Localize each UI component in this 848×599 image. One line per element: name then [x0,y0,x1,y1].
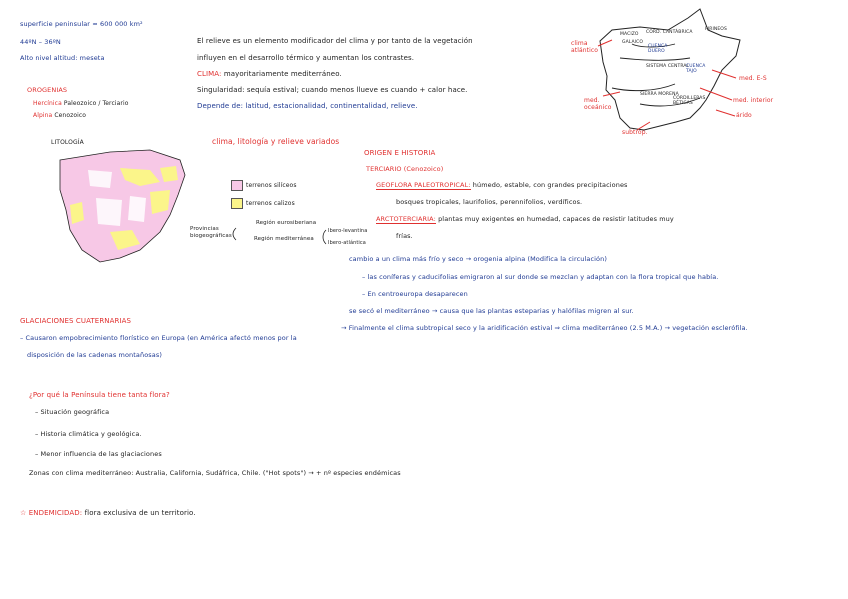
map-label-sierra-morena: SIERRA MORENA [640,92,679,97]
pregunta-title: ¿Por qué la Península tiene tanta flora? [29,391,170,399]
orogenia-label: Alpina [33,112,53,119]
map-label-pirineos: PIRINEOS [705,27,727,32]
intro-line-5: Depende de: latitud, estacionalidad, continentalidad, relieve. [197,102,418,110]
pregunta-item-3: – Menor influencia de las glaciaciones [35,450,162,458]
geoflora-label: GEOFLORA PALEOTROPICAL: [376,181,471,189]
latitude-note: 44ºN – 36ºN [20,38,61,46]
intro-line-2: influyen en el desarrollo térmico y aumentan los contrastes. [197,54,415,62]
terciario-label: TERCIARIO (Cenozoico) [366,165,444,173]
surface-note: superficie peninsular ≈ 600 000 km² [20,20,143,28]
glaciaciones-line-2: disposición de las cadenas montañosas) [27,351,162,359]
map-label-cuenca-tajo: CUENCA TAJO [686,64,706,75]
map-label-sistema-central: SISTEMA CENTRAL [646,64,690,69]
origen-title: ORIGEN E HISTORIA [364,149,436,157]
orogenia-value: Cenozoico [54,112,87,119]
legend-swatch-calizos [231,198,243,209]
altitude-note: Alto nivel altitud: meseta [20,54,105,62]
callout-atlantico: clima atlántico [571,40,599,55]
intro-line-1: El relieve es un elemento modificador del clima y por tanto de la vegetación [197,37,473,45]
legend-swatch-siliceos [231,180,243,191]
litologia-title: LITOLOGÍA [51,139,84,146]
finalmente-line: → Finalmente el clima subtropical seco y la aridificación estival ⇒ clima mediterráneo (2.5 M.A.) → vegetación esclerófila. [341,324,748,332]
callout-subtrop: subtrop. [622,129,648,136]
glaciaciones-line-1: – Causaron empobrecimiento florístico en Europa (en América afectó menos por la [20,334,297,342]
arctoterciaria-label: ARCTOTERCIARIA: [376,215,436,223]
orogenias-title: OROGENIAS [27,86,68,94]
star-icon: ☆ [20,509,27,517]
callout-med-interior: med. interior [733,97,774,104]
mediterranea-brace [323,230,326,244]
provincias-brace [233,228,236,240]
mediterraneo-line: se secó el mediterráneo → causa que las plantas esteparias y halófilas migren al sur. [349,307,634,315]
geoflora-line [376,182,628,190]
endemicidad-text: flora exclusiva de un territorio. [84,509,196,517]
coniferas-line: – las coníferas y caducifolias emigraron al sur donde se mezclan y adaptan con la flora tropical que había. [362,273,719,281]
intro-line-4: Singularidad: sequía estival; cuando menos llueve es cuando + calor hace. [197,86,468,94]
arctoterciaria-text: plantas muy exigentes en humedad, capaces de resistir latitudes muy [438,215,674,223]
provincia-ibero-levantina: Ibero-levantina [328,228,368,234]
litologia-heading: clima, litología y relieve variados [212,137,340,146]
legend-label-calizos: terrenos calizos [246,200,295,207]
provincias-label-1: Provincias [190,226,219,232]
map-label-beticas: CORDILLERAS BÉTICAS [673,96,706,107]
endemicidad-label: ENDEMICIDAD: [28,509,83,517]
cambio-line: cambio a un clima más frío y seco → orogenia alpina (Modifica la circulación) [349,255,607,263]
geoflora-text-2: bosques tropicales, laurifolios, perennifolios, verdíficos. [396,198,583,206]
clima-text: mayoritariamente mediterráneo. [223,70,342,78]
arctoterciaria-line [376,216,674,224]
glaciaciones-title: GLACIACIONES CUATERNARIAS [20,317,132,325]
region-mediterranea: Región mediterránea [254,236,314,242]
map-label-galaico: GALAICO [622,40,643,45]
geoflora-text: húmedo, estable, con grandes precipitaciones [472,181,628,189]
callout-med-es: med. E-S [739,75,767,82]
orogenia-value: Paleozoico / Terciario [63,100,129,107]
map-label-cuenca-duero: CUENCA DUERO [648,44,668,55]
pregunta-item-2: – Historia climática y geológica. [35,430,142,438]
clima-label: CLIMA: [197,70,222,78]
map-label-macizo: MACIZO [620,32,639,37]
zonas-line: Zonas con clima mediterráneo: Australia, California, Sudáfrica, Chile. ("Hot spots") → + nº especies endémicas [29,469,401,477]
pregunta-item-1: – Situación geográfica [35,408,110,416]
endemicidad-line [20,509,196,517]
provincia-ibero-atlantica: Ibero-atlántica [328,240,366,246]
orogenia-label: Hercínica [33,100,62,107]
centroeuropa-line: – En centroeuropa desaparecen [362,290,468,298]
region-eurosiberiana: Región eurosiberiana [256,220,317,226]
map-label-cordillera: CORD. CANTÁBRICA [646,30,693,35]
provincias-label-2: biogeográficas [190,233,232,239]
callout-med-oceanico: med. oceánico [584,97,612,112]
callout-arido: árido [736,112,752,119]
arctoterciaria-text-2: frías. [396,232,413,240]
legend-label-siliceos: terrenos silíceos [246,182,297,189]
